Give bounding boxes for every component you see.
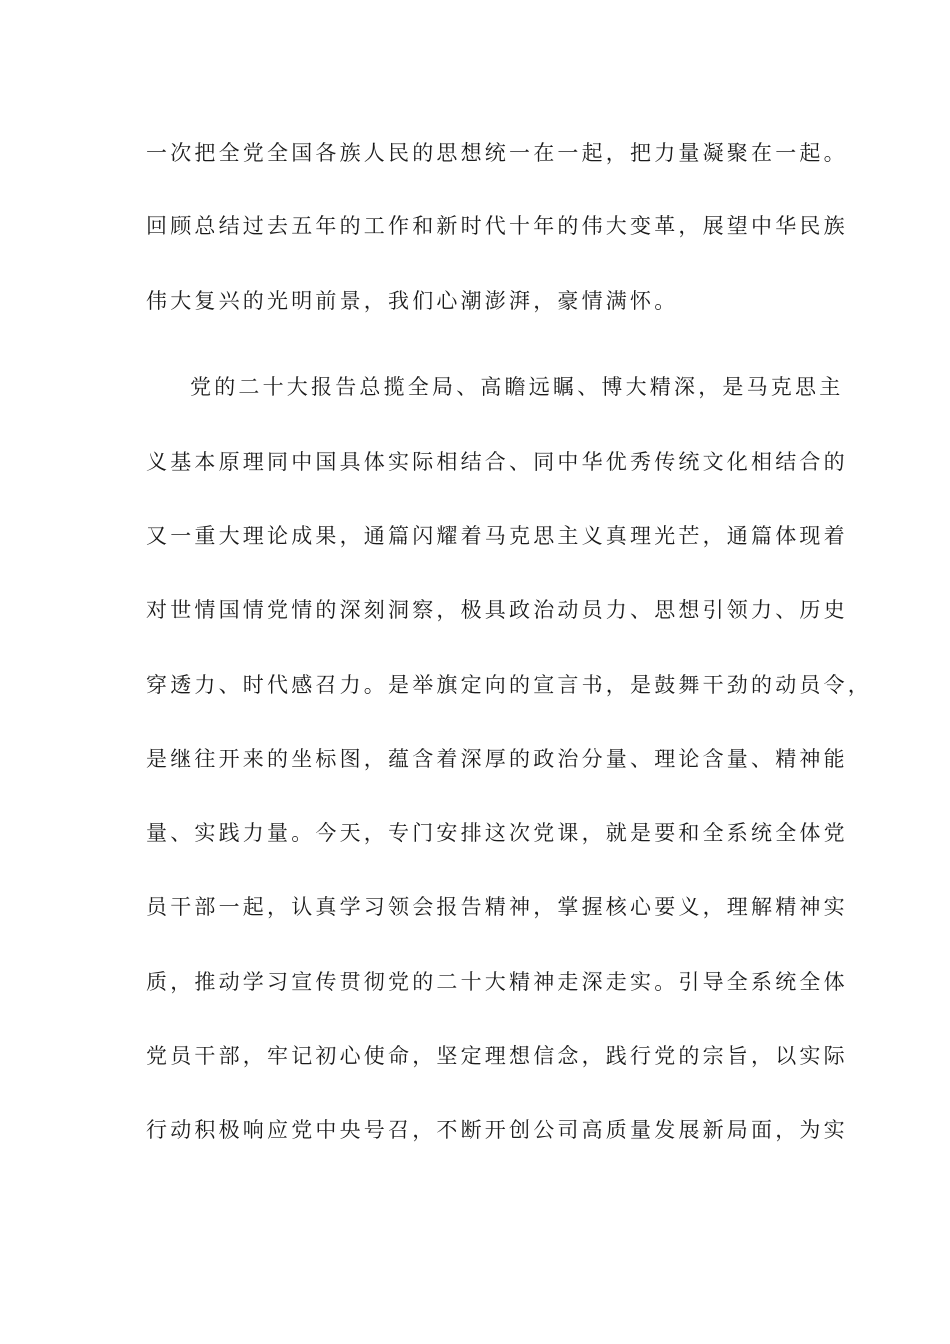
text-line: 质，推动学习宣传贯彻党的二十大精神走深走实。引导全系统全体 [146, 970, 848, 994]
text-line: 是继往开来的坐标图，蕴含着深厚的政治分量、理论含量、精神能 [146, 747, 848, 771]
text-line: 一次把全党全国各族人民的思想统一在一起，把力量凝聚在一起。 [146, 141, 848, 165]
paragraph-first-line: 党的二十大报告总揽全局、高瞻远瞩、博大精深，是马克思主 [190, 375, 844, 399]
text-line: 对世情国情党情的深刻洞察，极具政治动员力、思想引领力、历史 [146, 598, 848, 622]
text-line: 伟大复兴的光明前景，我们心潮澎湃，豪情满怀。 [146, 289, 679, 313]
text-line: 穿透力、时代感召力。是举旗定向的宣言书，是鼓舞干劲的动员令， [146, 673, 872, 697]
text-line: 量、实践力量。今天，专门安排这次党课，就是要和全系统全体党 [146, 821, 848, 845]
text-line: 回顾总结过去五年的工作和新时代十年的伟大变革，展望中华民族 [146, 214, 848, 238]
text-line: 又一重大理论成果，通篇闪耀着马克思主义真理光芒，通篇体现着 [146, 524, 848, 548]
text-line: 义基本原理同中国具体实际相结合、同中华优秀传统文化相结合的 [146, 450, 848, 474]
text-line: 党员干部，牢记初心使命，坚定理想信念，践行党的宗旨，以实际 [146, 1044, 848, 1068]
text-line: 行动积极响应党中央号召，不断开创公司高质量发展新局面，为实 [146, 1118, 848, 1142]
text-line: 员干部一起，认真学习领会报告精神，掌握核心要义，理解精神实 [146, 895, 848, 919]
